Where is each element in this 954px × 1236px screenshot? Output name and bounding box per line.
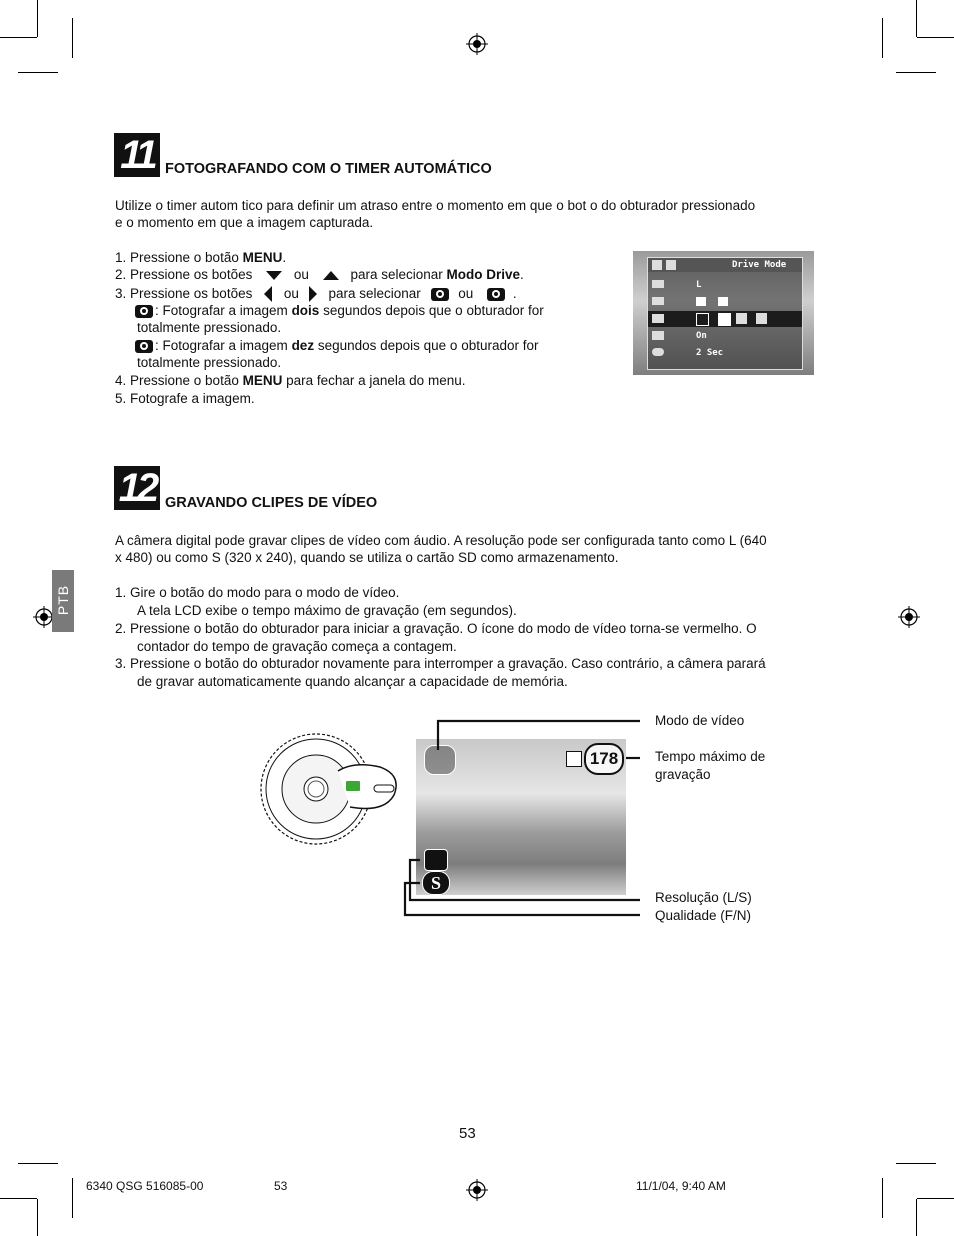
- drive-mode-menu: [647, 257, 803, 370]
- option-item: [133, 302, 544, 320]
- intro-text: e o momento em que a imagem capturada.: [115, 215, 374, 230]
- lock-icon: [652, 260, 662, 270]
- quality-icon: [652, 297, 664, 305]
- callout-label: Resolução (L/S): [655, 890, 752, 905]
- registration-mark-icon: [898, 606, 920, 628]
- section-number-badge: 11: [114, 133, 160, 177]
- step-text: 3. Pressione o botão do obturador novamente para interromper a gravação. Caso contrário, a câmera parará: [115, 656, 766, 671]
- section-number-badge: 12: [114, 466, 160, 510]
- crop-mark: [18, 1163, 58, 1164]
- arrow-up-icon: [323, 271, 339, 280]
- footer-doc-id: 6340 QSG 516085-00: [86, 1179, 204, 1193]
- crop-mark: [916, 1199, 917, 1236]
- review-icon: [652, 348, 664, 356]
- crop-mark: [72, 18, 73, 58]
- intro-text: Utilize o timer autom tico para definir um atraso entre o momento em que o bot o do obturador pressionado: [115, 198, 756, 213]
- section-title: FOTOGRAFANDO COM O TIMER AUTOMÁTICO: [165, 161, 492, 177]
- camera-icon: [666, 260, 676, 270]
- footer-timestamp: 11/1/04, 9:40 AM: [636, 1179, 726, 1193]
- option-text: : Fotografar a imagem: [155, 338, 292, 353]
- mode-dial-icon: [256, 731, 404, 847]
- crop-mark: [896, 72, 936, 73]
- arrow-down-icon: [266, 271, 282, 280]
- callout-label: Modo de vídeo: [655, 713, 745, 728]
- option-bold: dez: [291, 338, 315, 353]
- callout-lines: [400, 715, 645, 925]
- step-text: 1. Pressione o botão: [115, 250, 243, 265]
- step-text: ou: [293, 267, 309, 282]
- self-timer-10s-icon: [736, 313, 747, 324]
- step-text: contador do tempo de gravação começa a contagem.: [137, 639, 457, 654]
- crop-mark: [0, 1198, 37, 1199]
- crop-mark: [37, 0, 38, 37]
- menu-row-selected: [648, 311, 802, 327]
- self-timer-10s-icon: [133, 337, 155, 355]
- registration-mark-icon: [466, 1179, 488, 1201]
- step-text: .: [282, 250, 287, 265]
- option-item: [133, 337, 539, 355]
- step-text: para fechar a janela do menu.: [282, 373, 466, 388]
- menu-value: L: [696, 280, 702, 290]
- self-timer-2s-icon: [718, 313, 731, 326]
- step-text: para selecionar: [350, 267, 447, 282]
- burst-icon: [756, 313, 767, 324]
- crop-mark: [896, 1163, 936, 1164]
- registration-mark-icon: [466, 33, 488, 55]
- step-bold: MENU: [242, 373, 283, 388]
- step-text: .: [512, 286, 517, 301]
- step-text: para selecionar: [328, 286, 421, 301]
- crop-mark: [0, 37, 37, 38]
- step-text: 3. Pressione os botões: [115, 286, 253, 301]
- step-text: 2. Pressione os botões: [115, 267, 253, 282]
- step-text: de gravar automaticamente quando alcançar a capacidade de memória.: [137, 674, 568, 689]
- arrow-left-icon: [264, 286, 272, 302]
- menu-title: Drive Mode: [732, 260, 787, 270]
- language-tab-label: PTB: [55, 584, 71, 616]
- crop-mark: [917, 1198, 954, 1199]
- resolution-size-badge: S: [422, 871, 450, 895]
- step-text: 4. Pressione o botão: [115, 373, 243, 388]
- step-text: .: [520, 267, 524, 282]
- self-timer-10s-icon: [485, 285, 507, 303]
- step-bold: MENU: [242, 250, 283, 265]
- crop-mark: [72, 1178, 73, 1218]
- step-text: A tela LCD exibe o tempo máximo de gravação (em segundos).: [137, 603, 517, 618]
- self-timer-2s-icon: [133, 302, 155, 320]
- crop-mark: [916, 0, 917, 37]
- crop-mark: [917, 37, 954, 38]
- fine-icon: [696, 297, 706, 306]
- step-text: ou: [283, 286, 299, 301]
- step-text: ou: [458, 286, 474, 301]
- option-bold: dois: [291, 303, 320, 318]
- option-text: totalmente pressionado.: [137, 355, 282, 370]
- language-tab: [52, 570, 74, 632]
- crop-mark: [882, 18, 883, 58]
- intro-text: A câmera digital pode gravar clipes de vídeo com áudio. A resolução pode ser configurada tanto como L (640: [115, 533, 767, 548]
- menu-value: On: [696, 331, 707, 341]
- option-text: totalmente pressionado.: [137, 320, 282, 335]
- step-item: [115, 285, 517, 303]
- step-text: 5. Fotografe a imagem.: [115, 391, 255, 406]
- arrow-right-icon: [309, 286, 317, 302]
- intro-text: x 480) ou como S (320 x 240), quando se utiliza o cartão SD como armazenamento.: [115, 550, 619, 565]
- single-shot-icon: [696, 313, 709, 326]
- date-stamp-icon: [652, 331, 664, 340]
- drive-mode-screenshot: [633, 251, 814, 375]
- size-icon: [652, 280, 664, 288]
- footer-page: 53: [274, 1179, 288, 1193]
- step-item: [115, 249, 286, 267]
- step-item: [115, 372, 465, 390]
- callout-label: Tempo máximo de: [655, 749, 766, 764]
- step-bold: Modo Drive: [446, 267, 521, 282]
- menu-value: 2 Sec: [696, 348, 724, 358]
- recording-time-counter: 178: [584, 743, 624, 775]
- option-text: : Fotografar a imagem: [155, 303, 292, 318]
- step-item: [115, 266, 524, 284]
- page-number: 53: [459, 1125, 476, 1142]
- step-text: 1. Gire o botão do modo para o modo de vídeo.: [115, 585, 400, 600]
- option-text: segundos depois que o obturador for: [319, 303, 544, 318]
- callout-label: Qualidade (F/N): [655, 908, 752, 923]
- option-text: segundos depois que o obturador for: [314, 338, 539, 353]
- drive-icon: [652, 314, 664, 323]
- crop-mark: [882, 1178, 883, 1218]
- crop-mark: [18, 72, 58, 73]
- section-title: GRAVANDO CLIPES DE VÍDEO: [165, 495, 378, 511]
- callout-label: gravação: [655, 767, 711, 782]
- normal-icon: [718, 297, 728, 306]
- step-text: 2. Pressione o botão do obturador para iniciar a gravação. O ícone do modo de vídeo torna-se vermelho. O: [115, 621, 757, 636]
- self-timer-2s-icon: [429, 285, 451, 303]
- crop-mark: [37, 1199, 38, 1236]
